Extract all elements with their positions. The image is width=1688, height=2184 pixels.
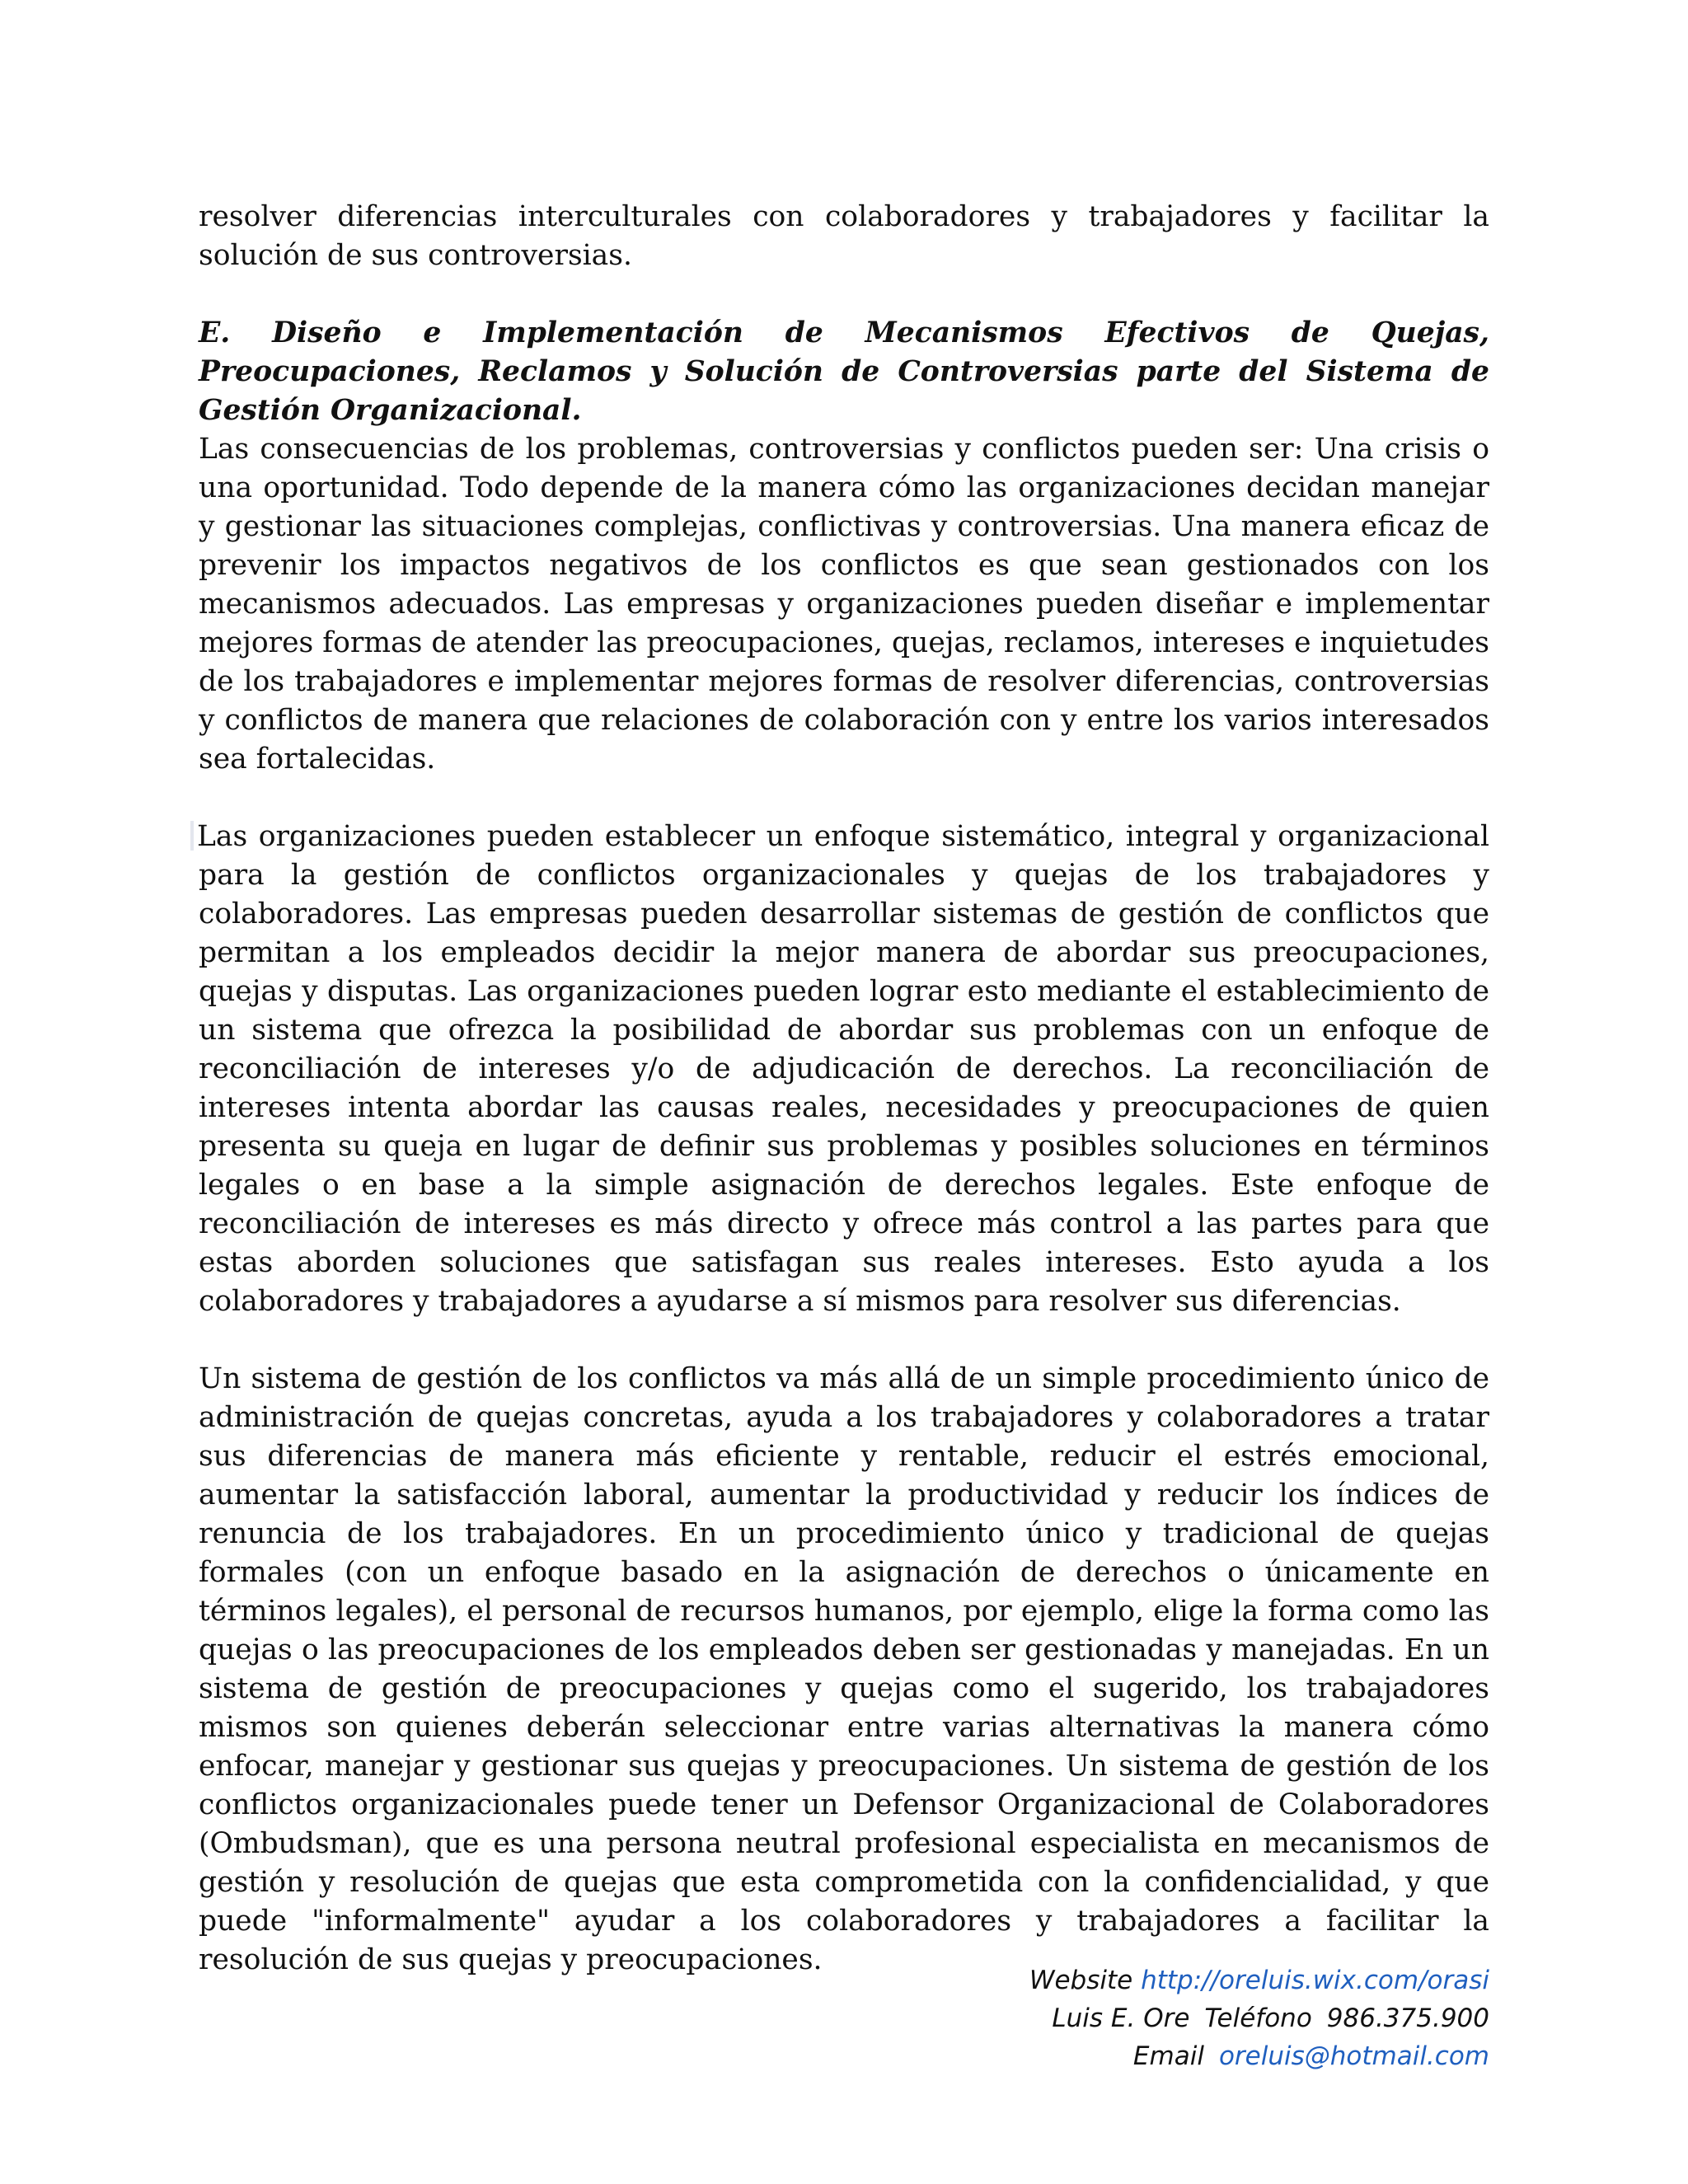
phone-label: Teléfono — [1204, 2004, 1312, 2033]
body-paragraph-2: Las organizaciones pueden establecer un enfoque sistemático, integral y organizacional para la gestión de conflictos organizacionales y quejas de los trabajadores y colaboradores. Las empresas pueden desarrollar sistemas de gestión de conflictos que permitan a los empleados decidir la mejor manera de abordar sus preocupaciones, quejas y disputas. Las organizaciones pueden lograr esto mediante el establecimiento de un sistema que ofrezca la posibilidad de abordar sus problemas con un enfoque de reconciliación de intereses y/o de adjudicación de derechos. La reconciliación de intereses intenta abordar las causas reales, necesidades y preocupaciones de quien presenta su queja en lugar de definir sus problemas y posibles soluciones en términos legales o en base a la simple asignación de derechos legales. Este enfoque de reconciliación de intereses es más directo y ofrece más control a las partes para que estas aborden soluciones que satisfagan sus reales intereses. Esto ayuda a los colaboradores y trabajadores a ayudarse a sí mismos para resolver sus diferencias. — [197, 820, 1489, 1318]
footer-website-line — [1029, 1961, 1489, 1999]
paragraph-spacer — [199, 779, 1489, 818]
body-paragraph-2-wrapper — [199, 818, 1489, 1321]
body-paragraph-1: Las consecuencias de los problemas, controversias y conflictos pueden ser: Una crisis o una oportunidad. Todo depende de la manera cómo las organizaciones decidan manejar y gestionar las situaciones complejas, conflictivas y controversias. Una manera eficaz de prevenir los impactos negativos de los conflictos es que sean gestionados con los mecanismos adecuados. Las empresas y organizaciones pueden diseñar e implementar mejores formas de atender las preocupaciones, quejas, reclamos, intereses e inquietudes de los trabajadores e implementar mejores formas de resolver diferencias, controversias y conflictos de manera que relaciones de colaboración con y entre los varios interesados sea fortalecidas. — [199, 433, 1489, 776]
body-paragraph-3: Un sistema de gestión de los conflictos va más allá de un simple procedimiento único de administración de quejas concretas, ayuda a los trabajadores y colaboradores a tratar sus diferencias de manera más eficiente y rentable, reducir el estrés emocional, aumentar la satisfacción laboral, aumentar la productividad y reducir los índices de renuncia de los trabajadores. En un procedimiento único y tradicional de quejas formales (con un enfoque basado en la asignación de derechos o únicamente en términos legales), el personal de recursos humanos, por ejemplo, elige la forma como las quejas o las preocupaciones de los empleados deben ser gestionadas y manejadas. En un sistema de gestión de preocupaciones y quejas como el sugerido, los trabajadores mismos son quienes deberán seleccionar entre varias alternativas la manera cómo enfocar, manejar y gestionar sus quejas y preocupaciones. Un sistema de gestión de los conflictos organizacionales puede tener un Defensor Organizacional de Colaboradores (Ombudsman), que es una persona neutral profesional especialista en mecanismos de gestión y resolución de quejas que esta comprometida con la confidencialidad, y que puede "informalmente" ayudar a los colaboradores y trabajadores a facilitar la resolución de sus quejas y preocupaciones. — [199, 1362, 1489, 1976]
paragraph-spacer — [199, 1321, 1489, 1360]
website-link[interactable]: http://oreluis.wix.com/orasi — [1141, 1966, 1489, 1995]
paragraph-spacer — [199, 275, 1489, 314]
continuation-paragraph: resolver diferencias interculturales con colaboradores y trabajadores y facilitar la solución de sus controversias. — [199, 200, 1489, 272]
text-cursor-mark — [190, 821, 194, 851]
section-heading: E. Diseño e Implementación de Mecanismos Efectivos de Quejas, Preocupaciones, Reclamos y Solución de Controversias parte del Sistema de Gestión Organizacional. — [199, 316, 1489, 427]
email-link[interactable]: oreluis@hotmail.com — [1218, 2041, 1489, 2071]
contact-footer — [1029, 1961, 1489, 2075]
footer-phone-line — [1029, 1999, 1489, 2037]
phone-number: 986.375.900 — [1326, 2004, 1489, 2033]
document-body — [199, 198, 1489, 1980]
website-label: Website — [1029, 1966, 1133, 1995]
footer-email-line — [1029, 2037, 1489, 2075]
author-name: Luis E. Ore — [1052, 2004, 1190, 2033]
email-label: Email — [1132, 2041, 1204, 2071]
